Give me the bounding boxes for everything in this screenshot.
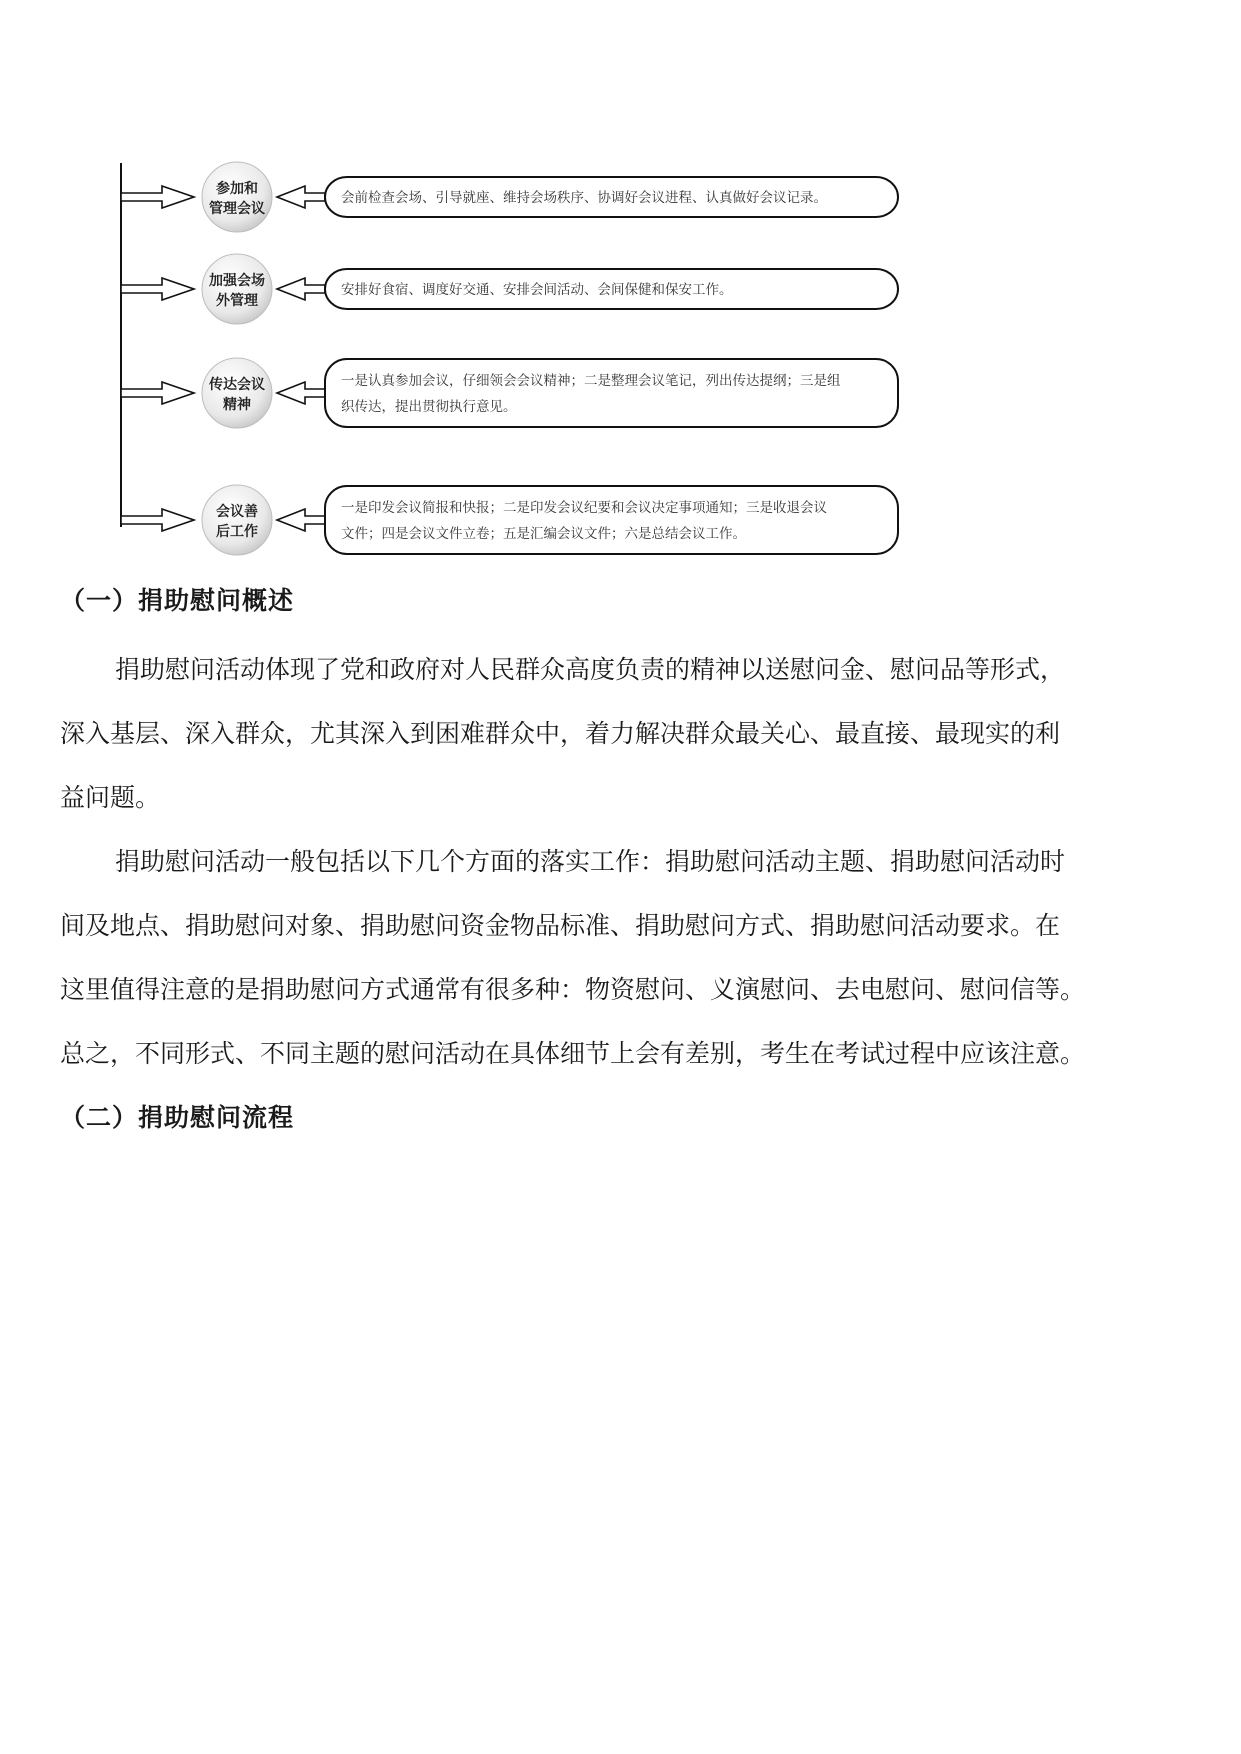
flow-description-box [325, 486, 898, 554]
flow-node [202, 254, 272, 324]
meeting-work-flow-diagram [0, 0, 1241, 570]
section1-paragraph-1 [60, 638, 1180, 830]
flow-node-label: 加强会场 [209, 273, 265, 289]
flow-node-label: 管理会议 [209, 201, 265, 217]
flow-description-text: 文件；四是会议文件立卷；五是汇编会议文件；六是总结会议工作。 [341, 526, 746, 542]
paragraph-line: 这里值得注意的是捐助慰问方式通常有很多种：物资慰问、义演慰问、去电慰问、慰问信等。 [60, 975, 1086, 1004]
paragraph-line: 总之，不同形式、不同主题的慰问活动在具体细节上会有差别，考生在考试过程中应该注意。 [60, 1039, 1086, 1068]
paragraph-line: 捐助慰问活动一般包括以下几个方面的落实工作：捐助慰问活动主题、捐助慰问活动时 [115, 847, 1066, 876]
flow-row [121, 162, 898, 232]
flow-description-text: 会前检查会场、引导就座、维持会场秩序、协调好会议进程、认真做好会议记录。 [341, 190, 827, 206]
flow-node-label: 会议善 [216, 504, 258, 520]
flow-node-label: 传达会议 [209, 377, 265, 393]
right-arrow-icon [121, 186, 194, 208]
flow-description-text: 一是认真参加会议，仔细领会会议精神；二是整理会议笔记，列出传达提纲；三是组 [341, 373, 841, 389]
left-arrow-icon [277, 509, 325, 531]
flow-node [202, 162, 272, 232]
right-arrow-icon [121, 278, 194, 300]
section1-heading: （一）捐助慰问概述 [60, 586, 295, 615]
flow-node [202, 485, 272, 555]
right-arrow-icon [121, 509, 194, 531]
flow-node-label: 后工作 [216, 524, 258, 540]
paragraph-line: 深入基层、深入群众，尤其深入到困难群众中，着力解决群众最关心、最直接、最现实的利 [60, 719, 1061, 748]
flow-node [202, 358, 272, 428]
flow-node-label: 精神 [223, 397, 251, 413]
paragraph-line: 捐助慰问活动体现了党和政府对人民群众高度负责的精神以送慰问金、慰问品等形式， [115, 655, 1066, 684]
flow-row [121, 358, 898, 428]
right-arrow-icon [121, 382, 194, 404]
flow-description-text: 安排好食宿、调度好交通、安排会间活动、会间保健和保安工作。 [341, 282, 733, 298]
section1-paragraph-2 [60, 830, 1180, 1086]
left-arrow-icon [277, 186, 325, 208]
flow-row [121, 485, 898, 555]
flow-description-text: 一是印发会议简报和快报；二是印发会议纪要和会议决定事项通知；三是收退会议 [341, 500, 827, 516]
flow-description-box [325, 359, 898, 427]
section2-heading: （二）捐助慰问流程 [60, 1103, 295, 1132]
paragraph-line: 益问题。 [60, 783, 161, 812]
left-arrow-icon [277, 278, 325, 300]
flow-description-text: 织传达，提出贯彻执行意见。 [341, 399, 517, 415]
left-arrow-icon [277, 382, 325, 404]
paragraph-line: 间及地点、捐助慰问对象、捐助慰问资金物品标准、捐助慰问方式、捐助慰问活动要求。在 [60, 911, 1061, 940]
flow-row [121, 254, 898, 324]
flow-node-label: 参加和 [216, 181, 258, 197]
flow-node-label: 外管理 [216, 293, 258, 309]
